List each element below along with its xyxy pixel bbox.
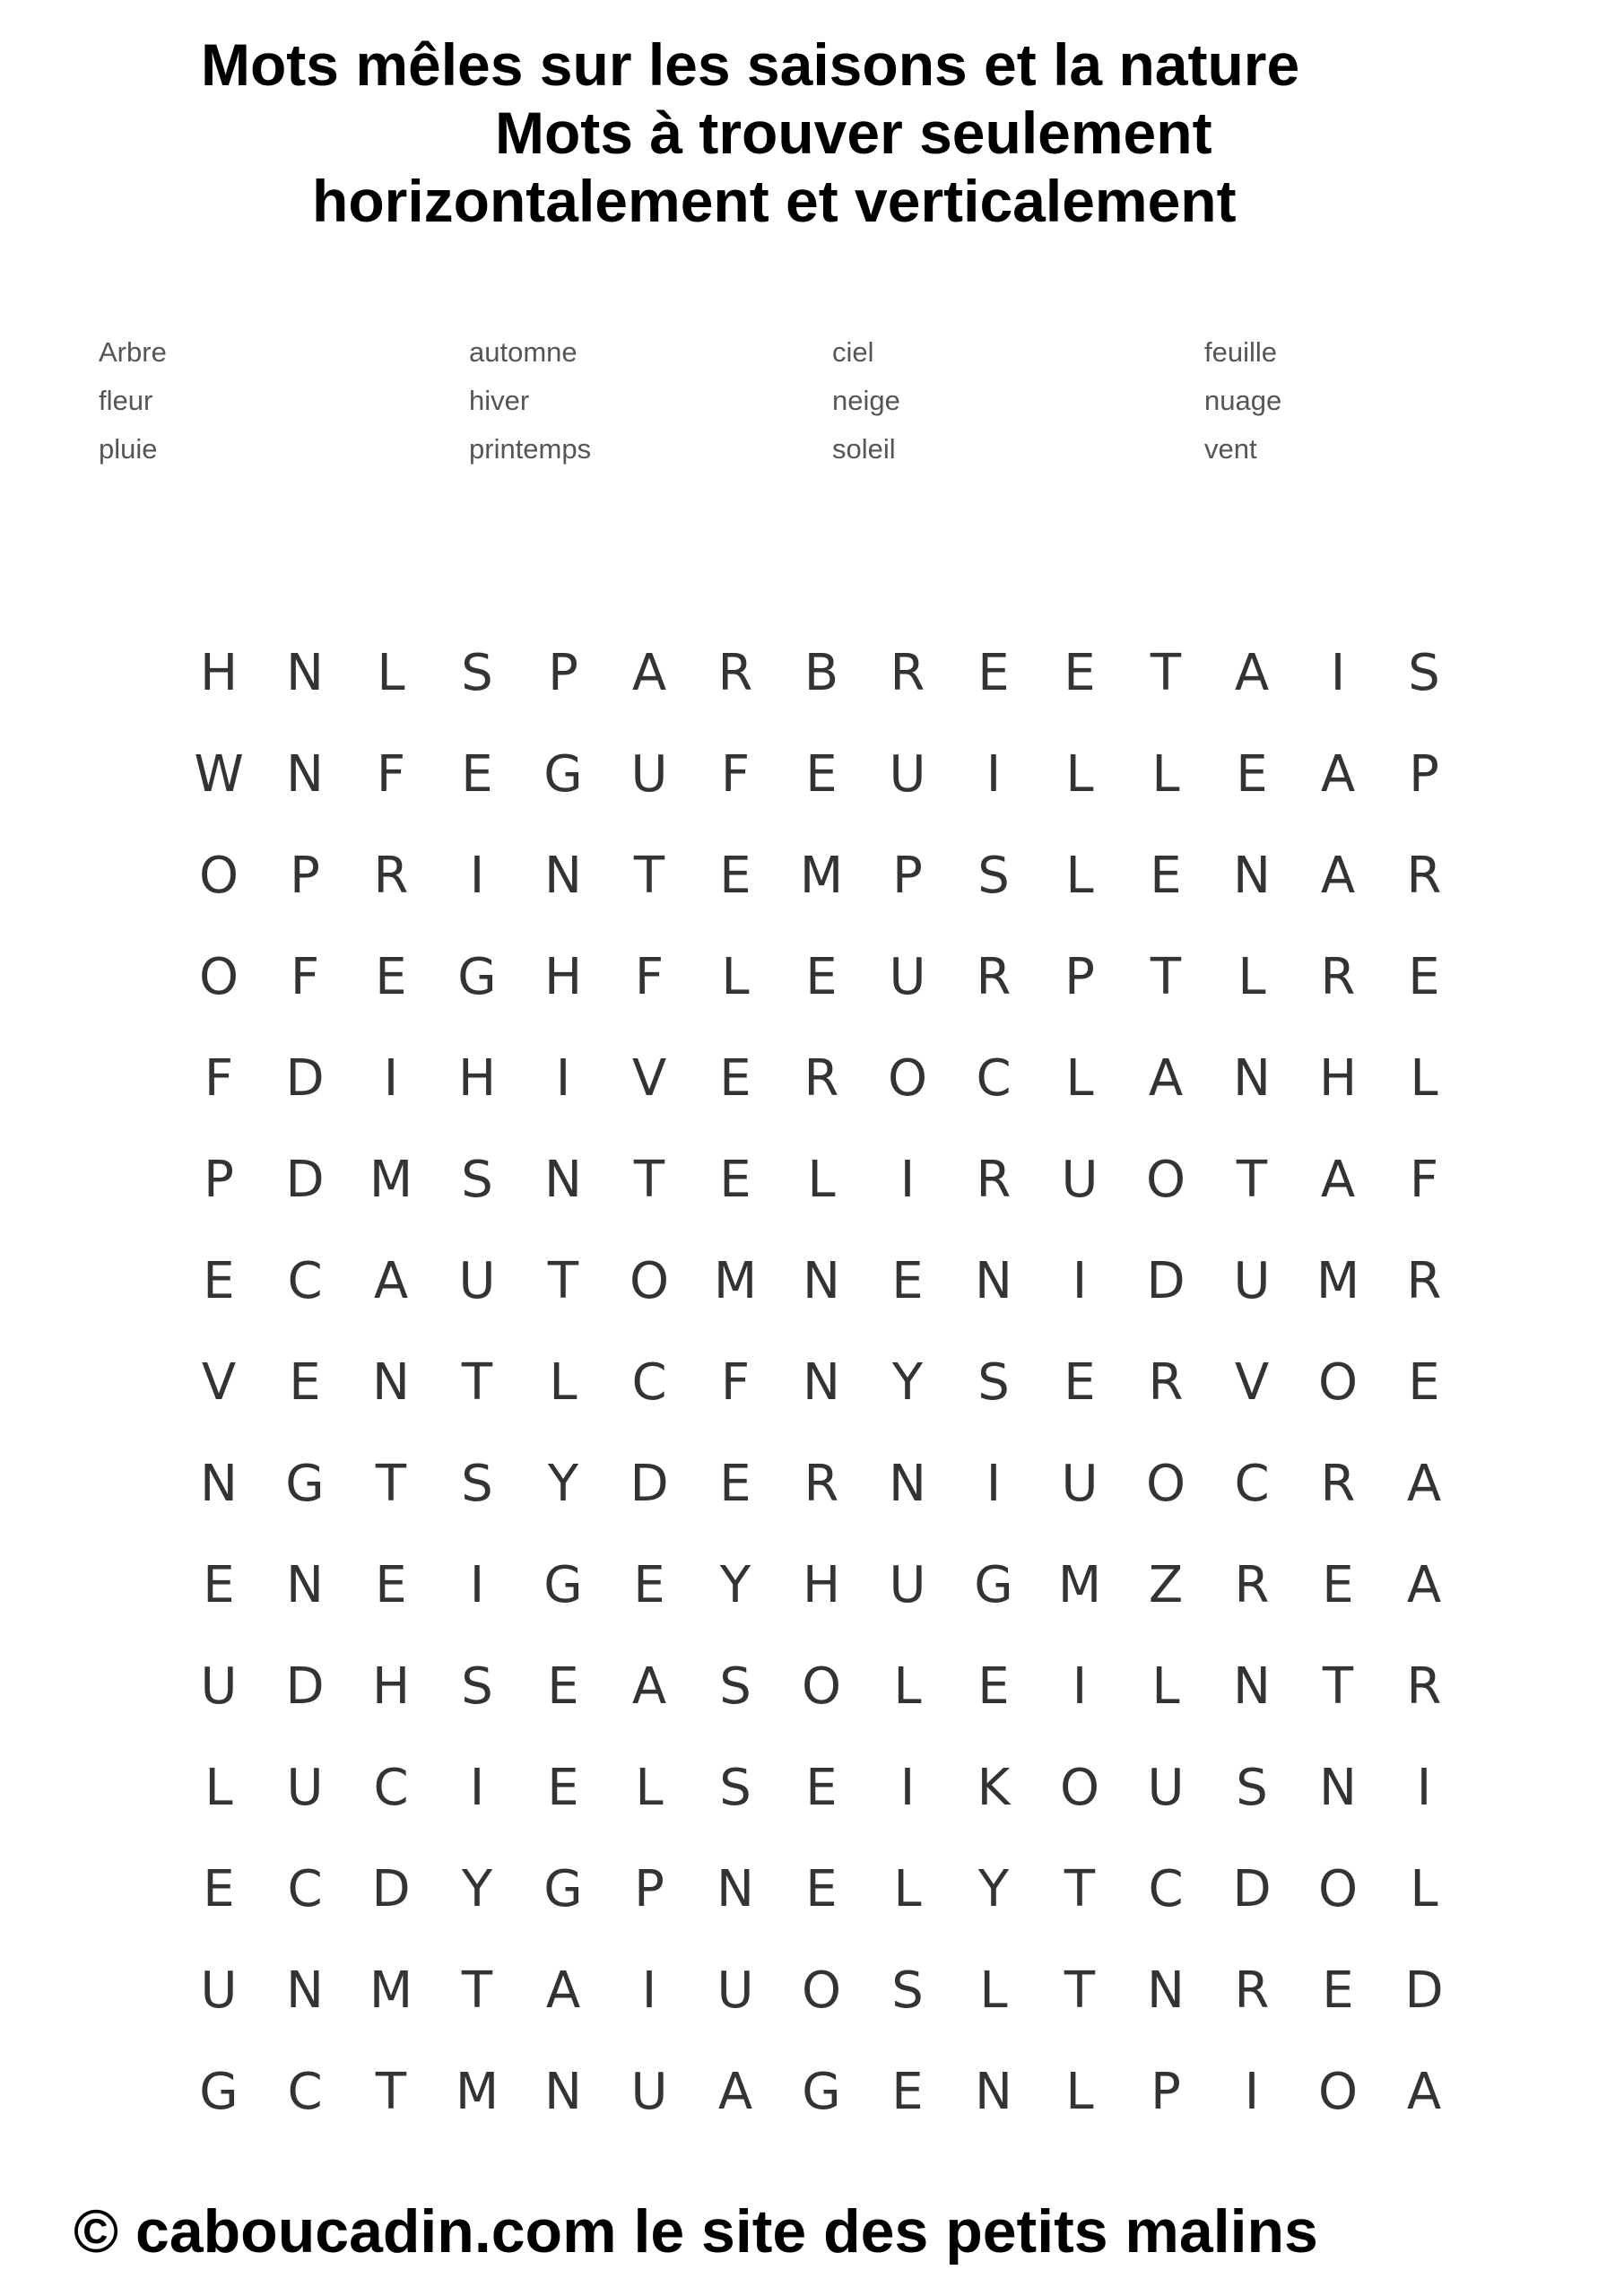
- grid-cell[interactable]: R: [976, 948, 1012, 1006]
- grid-cell[interactable]: L: [635, 1759, 664, 1817]
- grid-cell[interactable]: N: [286, 1556, 324, 1614]
- grid-cell[interactable]: E: [547, 1657, 579, 1716]
- grid-cell[interactable]: A: [373, 1252, 409, 1310]
- grid-cell[interactable]: H: [543, 948, 583, 1006]
- grid-cell[interactable]: I: [469, 1759, 485, 1817]
- grid-cell[interactable]: M: [1316, 1252, 1360, 1310]
- grid-cell[interactable]: E: [375, 1556, 407, 1614]
- grid-cell[interactable]: I: [469, 1556, 485, 1614]
- grid-cell[interactable]: G: [543, 1556, 583, 1614]
- grid-cell[interactable]: U: [200, 1961, 238, 2020]
- grid-cell[interactable]: I: [469, 847, 485, 905]
- grid-cell[interactable]: G: [199, 2063, 239, 2121]
- grid-cell[interactable]: T: [1150, 644, 1182, 702]
- word-list-column-3: [832, 328, 900, 474]
- grid-cell[interactable]: L: [1065, 745, 1094, 804]
- grid-cell[interactable]: G: [543, 745, 583, 804]
- grid-cell[interactable]: D: [1232, 1860, 1272, 1918]
- grid-cell[interactable]: N: [544, 847, 582, 905]
- grid-cell[interactable]: R: [1320, 1455, 1356, 1513]
- grid-cell[interactable]: P: [1409, 745, 1439, 804]
- grid-cell[interactable]: W: [194, 745, 244, 804]
- grid-cell[interactable]: E: [805, 745, 838, 804]
- grid-cell[interactable]: S: [461, 1657, 493, 1716]
- grid-cell[interactable]: L: [893, 1657, 922, 1716]
- grid-cell[interactable]: O: [1059, 1759, 1100, 1817]
- grid-cell[interactable]: E: [203, 1252, 235, 1310]
- grid-cell[interactable]: U: [889, 745, 926, 804]
- word-list-item: ciel: [832, 336, 874, 368]
- grid-cell[interactable]: P: [548, 644, 578, 702]
- grid-cell[interactable]: C: [287, 1860, 323, 1918]
- grid-cell[interactable]: R: [1406, 1657, 1442, 1716]
- grid-cell[interactable]: F: [720, 745, 751, 804]
- grid-cell[interactable]: F: [290, 948, 320, 1006]
- grid-cell[interactable]: N: [803, 1353, 840, 1412]
- grid-cell[interactable]: O: [198, 948, 239, 1006]
- grid-cell[interactable]: U: [1147, 1759, 1185, 1817]
- grid-cell[interactable]: A: [1148, 1049, 1184, 1108]
- grid-cell[interactable]: D: [1146, 1252, 1185, 1310]
- grid-cell[interactable]: U: [1061, 1455, 1099, 1513]
- grid-cell[interactable]: S: [461, 644, 493, 702]
- grid-cell[interactable]: A: [1320, 745, 1356, 804]
- grid-cell[interactable]: E: [1236, 745, 1268, 804]
- grid-cell[interactable]: L: [721, 948, 750, 1006]
- grid-cell[interactable]: D: [285, 1049, 325, 1108]
- grid-cell[interactable]: R: [803, 1455, 839, 1513]
- word-list-item: feuille: [1204, 336, 1277, 368]
- grid-cell[interactable]: N: [1147, 1961, 1185, 2020]
- grid-cell[interactable]: M: [369, 1961, 413, 2020]
- grid-cell[interactable]: E: [1064, 1353, 1096, 1412]
- grid-cell[interactable]: C: [1234, 1455, 1270, 1513]
- grid-cell[interactable]: D: [630, 1455, 669, 1513]
- grid-cell[interactable]: L: [1151, 745, 1180, 804]
- grid-cell[interactable]: P: [290, 847, 320, 905]
- grid-cell[interactable]: T: [633, 1151, 665, 1209]
- grid-cell[interactable]: F: [1409, 1151, 1439, 1209]
- grid-cell[interactable]: I: [986, 745, 1002, 804]
- grid-cell[interactable]: I: [899, 1151, 916, 1209]
- grid-cell[interactable]: T: [461, 1353, 493, 1412]
- grid-cell[interactable]: G: [457, 948, 497, 1006]
- grid-cell[interactable]: U: [458, 1252, 496, 1310]
- grid-cell[interactable]: N: [975, 1252, 1012, 1310]
- grid-cell[interactable]: U: [889, 1556, 926, 1614]
- grid-cell[interactable]: N: [803, 1252, 840, 1310]
- grid-cell[interactable]: R: [976, 1151, 1012, 1209]
- grid-cell[interactable]: R: [890, 644, 925, 702]
- grid-cell[interactable]: E: [977, 1657, 1010, 1716]
- grid-cell[interactable]: D: [1404, 1961, 1444, 2020]
- grid-cell[interactable]: N: [1233, 847, 1271, 905]
- grid-cell[interactable]: E: [805, 948, 838, 1006]
- grid-cell[interactable]: L: [893, 1860, 922, 1918]
- grid-cell[interactable]: E: [805, 1860, 838, 1918]
- grid-cell[interactable]: R: [1234, 1556, 1270, 1614]
- grid-cell[interactable]: S: [891, 1961, 924, 2020]
- grid-cell[interactable]: O: [1317, 1353, 1359, 1412]
- grid-cell[interactable]: N: [200, 1455, 238, 1513]
- grid-cell[interactable]: O: [801, 1961, 842, 2020]
- grid-cell[interactable]: I: [383, 1049, 399, 1108]
- grid-cell[interactable]: A: [1406, 2063, 1442, 2121]
- word-list-item: automne: [469, 336, 578, 368]
- word-list-column-4: [1204, 328, 1281, 474]
- grid-cell[interactable]: I: [1416, 1759, 1432, 1817]
- grid-cell[interactable]: S: [461, 1455, 493, 1513]
- grid-cell[interactable]: T: [1064, 1860, 1096, 1918]
- grid-cell[interactable]: E: [1408, 1353, 1440, 1412]
- grid-cell[interactable]: E: [1322, 1961, 1354, 2020]
- grid-cell[interactable]: R: [1406, 1252, 1442, 1310]
- grid-cell[interactable]: I: [1072, 1657, 1088, 1716]
- grid-cell[interactable]: H: [802, 1556, 841, 1614]
- grid-cell[interactable]: D: [371, 1860, 411, 1918]
- grid-cell[interactable]: R: [717, 644, 753, 702]
- grid-cell[interactable]: N: [975, 2063, 1012, 2121]
- grid-cell[interactable]: C: [631, 1353, 667, 1412]
- grid-cell[interactable]: A: [1320, 1151, 1356, 1209]
- grid-cell[interactable]: E: [1064, 644, 1096, 702]
- grid-cell[interactable]: K: [977, 1759, 1011, 1817]
- grid-cell[interactable]: N: [286, 644, 324, 702]
- grid-cell[interactable]: E: [891, 1252, 924, 1310]
- grid-cell[interactable]: O: [1145, 1455, 1186, 1513]
- grid-cell[interactable]: P: [204, 1151, 234, 1209]
- grid-cell[interactable]: O: [887, 1049, 928, 1108]
- grid-cell[interactable]: A: [545, 1961, 581, 2020]
- grid-cell[interactable]: I: [1244, 2063, 1260, 2121]
- grid-cell[interactable]: A: [1406, 1455, 1442, 1513]
- grid-cell[interactable]: P: [892, 847, 923, 905]
- grid-cell[interactable]: H: [371, 1657, 411, 1716]
- grid-cell[interactable]: E: [977, 644, 1010, 702]
- grid-cell[interactable]: G: [543, 1860, 583, 1918]
- grid-cell[interactable]: E: [805, 1759, 838, 1817]
- grid-cell[interactable]: E: [719, 1455, 751, 1513]
- grid-cell[interactable]: B: [803, 644, 839, 702]
- grid-cell[interactable]: E: [1322, 1556, 1354, 1614]
- grid-cell[interactable]: M: [369, 1151, 413, 1209]
- grid-cell[interactable]: H: [457, 1049, 497, 1108]
- grid-cell[interactable]: C: [1148, 1860, 1184, 1918]
- word-list-item: Arbre: [99, 336, 167, 368]
- grid-cell[interactable]: T: [1064, 1961, 1096, 2020]
- word-list-column-2: [469, 328, 591, 474]
- grid-cell[interactable]: T: [375, 1455, 407, 1513]
- grid-cell[interactable]: C: [373, 1759, 409, 1817]
- grid-cell[interactable]: A: [717, 2063, 753, 2121]
- grid-cell[interactable]: N: [286, 1961, 324, 2020]
- grid-cell[interactable]: V: [201, 1353, 237, 1412]
- grid-cell[interactable]: N: [1233, 1049, 1271, 1108]
- grid-cell[interactable]: S: [977, 847, 1010, 905]
- grid-cell[interactable]: P: [1064, 948, 1095, 1006]
- grid-cell[interactable]: A: [1234, 644, 1270, 702]
- grid-cell[interactable]: M: [455, 2063, 499, 2121]
- title-line-2: Mots à trouver seulement: [495, 100, 1212, 166]
- grid-cell[interactable]: R: [803, 1049, 839, 1108]
- grid-cell[interactable]: E: [719, 1049, 751, 1108]
- grid-cell[interactable]: E: [891, 2063, 924, 2121]
- grid-cell[interactable]: L: [1410, 1860, 1438, 1918]
- grid-cell[interactable]: E: [1408, 948, 1440, 1006]
- grid-cell[interactable]: F: [376, 745, 406, 804]
- grid-cell[interactable]: Y: [719, 1556, 751, 1614]
- grid-cell[interactable]: L: [204, 1759, 233, 1817]
- grid-cell[interactable]: D: [285, 1657, 325, 1716]
- grid-cell[interactable]: L: [549, 1353, 578, 1412]
- grid-cell[interactable]: S: [719, 1657, 751, 1716]
- grid-cell[interactable]: E: [203, 1860, 235, 1918]
- grid-cell[interactable]: S: [719, 1759, 751, 1817]
- grid-cell[interactable]: T: [547, 1252, 579, 1310]
- grid-cell[interactable]: Y: [547, 1455, 579, 1513]
- grid-cell[interactable]: A: [631, 644, 667, 702]
- word-list-item: hiver: [469, 385, 530, 416]
- grid-cell[interactable]: L: [1065, 1049, 1094, 1108]
- grid-cell[interactable]: H: [1318, 1049, 1358, 1108]
- grid-cell[interactable]: S: [461, 1151, 493, 1209]
- grid-cell[interactable]: G: [802, 2063, 841, 2121]
- grid-cell[interactable]: E: [719, 847, 751, 905]
- grid-cell[interactable]: E: [289, 1353, 321, 1412]
- grid-cell[interactable]: T: [1236, 1151, 1268, 1209]
- word-list-item: pluie: [99, 433, 158, 465]
- grid-cell[interactable]: R: [1406, 847, 1442, 905]
- grid-cell[interactable]: L: [1065, 847, 1094, 905]
- grid-cell[interactable]: M: [713, 1252, 758, 1310]
- grid-cell[interactable]: E: [203, 1556, 235, 1614]
- grid-cell[interactable]: R: [373, 847, 409, 905]
- grid-cell[interactable]: C: [287, 1252, 323, 1310]
- grid-cell[interactable]: O: [1317, 1860, 1359, 1918]
- grid-cell[interactable]: F: [204, 1049, 234, 1108]
- grid-cell[interactable]: P: [1151, 2063, 1181, 2121]
- word-list-item: soleil: [832, 433, 896, 465]
- letter-grid: [176, 622, 1467, 2156]
- grid-cell[interactable]: M: [1057, 1556, 1102, 1614]
- grid-cell[interactable]: H: [199, 644, 239, 702]
- grid-cell[interactable]: D: [285, 1151, 325, 1209]
- grid-cell[interactable]: F: [634, 948, 664, 1006]
- grid-cell[interactable]: A: [1320, 847, 1356, 905]
- grid-cell[interactable]: L: [1151, 1657, 1180, 1716]
- grid-cell[interactable]: O: [801, 1657, 842, 1716]
- grid-cell[interactable]: L: [979, 1961, 1008, 2020]
- grid-cell[interactable]: O: [198, 847, 239, 905]
- grid-cell[interactable]: I: [641, 1961, 657, 2020]
- grid-cell[interactable]: N: [716, 1860, 754, 1918]
- grid-cell[interactable]: C: [976, 1049, 1012, 1108]
- grid-cell[interactable]: U: [1233, 1252, 1271, 1310]
- grid-cell[interactable]: A: [1406, 1556, 1442, 1614]
- grid-cell[interactable]: N: [286, 745, 324, 804]
- grid-cell[interactable]: V: [631, 1049, 667, 1108]
- grid-cell[interactable]: T: [633, 847, 665, 905]
- grid-cell[interactable]: N: [889, 1455, 926, 1513]
- grid-cell[interactable]: O: [1317, 2063, 1359, 2121]
- word-list-column-1: [99, 328, 167, 474]
- grid-cell[interactable]: U: [889, 948, 926, 1006]
- grid-cell[interactable]: A: [631, 1657, 667, 1716]
- word-list: [0, 328, 1624, 481]
- footer-copyright: © caboucadin.com le site des petits malins: [74, 2197, 1318, 2266]
- grid-cell[interactable]: G: [285, 1455, 325, 1513]
- grid-cell[interactable]: P: [634, 1860, 664, 1918]
- word-list-item: nuage: [1204, 385, 1282, 416]
- grid-cell[interactable]: Y: [977, 1860, 1010, 1918]
- grid-cell[interactable]: S: [1236, 1759, 1268, 1817]
- grid-cell[interactable]: U: [716, 1961, 754, 2020]
- grid-cell[interactable]: U: [630, 2063, 668, 2121]
- grid-cell[interactable]: M: [799, 847, 844, 905]
- grid-cell[interactable]: L: [1410, 1049, 1438, 1108]
- grid-cell[interactable]: N: [1233, 1657, 1271, 1716]
- grid-cell[interactable]: R: [1148, 1353, 1184, 1412]
- grid-cell[interactable]: N: [372, 1353, 410, 1412]
- grid-cell[interactable]: I: [555, 1049, 571, 1108]
- grid-cell[interactable]: O: [1145, 1151, 1186, 1209]
- grid-cell[interactable]: I: [899, 1759, 916, 1817]
- grid-cell[interactable]: Z: [1148, 1556, 1184, 1614]
- grid-cell[interactable]: T: [375, 2063, 407, 2121]
- grid-cell[interactable]: V: [1234, 1353, 1270, 1412]
- word-list-item: neige: [832, 385, 900, 416]
- grid-cell[interactable]: E: [633, 1556, 665, 1614]
- grid-cell[interactable]: T: [1322, 1657, 1354, 1716]
- grid-cell[interactable]: N: [1319, 1759, 1357, 1817]
- grid-cell[interactable]: E: [461, 745, 493, 804]
- grid-cell[interactable]: T: [461, 1961, 493, 2020]
- grid-cell[interactable]: L: [1065, 2063, 1094, 2121]
- grid-cell[interactable]: R: [1234, 1961, 1270, 2020]
- grid-cell[interactable]: R: [1320, 948, 1356, 1006]
- word-list-item: fleur: [99, 385, 153, 416]
- grid-cell[interactable]: O: [629, 1252, 670, 1310]
- grid-cell[interactable]: S: [977, 1353, 1010, 1412]
- grid-cell[interactable]: G: [974, 1556, 1013, 1614]
- title-line-1: Mots mêles sur les saisons et la nature: [201, 31, 1300, 98]
- grid-cell[interactable]: C: [287, 2063, 323, 2121]
- grid-cell[interactable]: E: [1150, 847, 1182, 905]
- grid-cell[interactable]: L: [807, 1151, 836, 1209]
- grid-cell[interactable]: E: [375, 948, 407, 1006]
- grid-cell[interactable]: U: [1061, 1151, 1099, 1209]
- grid-cell[interactable]: T: [1150, 948, 1182, 1006]
- grid-cell[interactable]: I: [1330, 644, 1346, 702]
- grid-cell[interactable]: L: [1238, 948, 1266, 1006]
- grid-cell[interactable]: N: [544, 2063, 582, 2121]
- grid-cell[interactable]: F: [720, 1353, 751, 1412]
- grid-cell[interactable]: I: [1072, 1252, 1088, 1310]
- grid-cell[interactable]: E: [719, 1151, 751, 1209]
- word-list-item: vent: [1204, 433, 1257, 465]
- grid-cell[interactable]: Y: [891, 1353, 924, 1412]
- word-list-item: printemps: [469, 433, 592, 465]
- grid-cell[interactable]: N: [544, 1151, 582, 1209]
- grid-cell[interactable]: I: [986, 1455, 1002, 1513]
- grid-cell[interactable]: U: [200, 1657, 238, 1716]
- grid-cell[interactable]: S: [1408, 644, 1440, 702]
- grid-cell[interactable]: U: [630, 745, 668, 804]
- grid-cell[interactable]: L: [377, 644, 405, 702]
- grid-cell[interactable]: E: [547, 1759, 579, 1817]
- title-line-3: horizontalement et verticalement: [312, 168, 1237, 234]
- grid-cell[interactable]: U: [286, 1759, 324, 1817]
- grid-cell[interactable]: Y: [461, 1860, 493, 1918]
